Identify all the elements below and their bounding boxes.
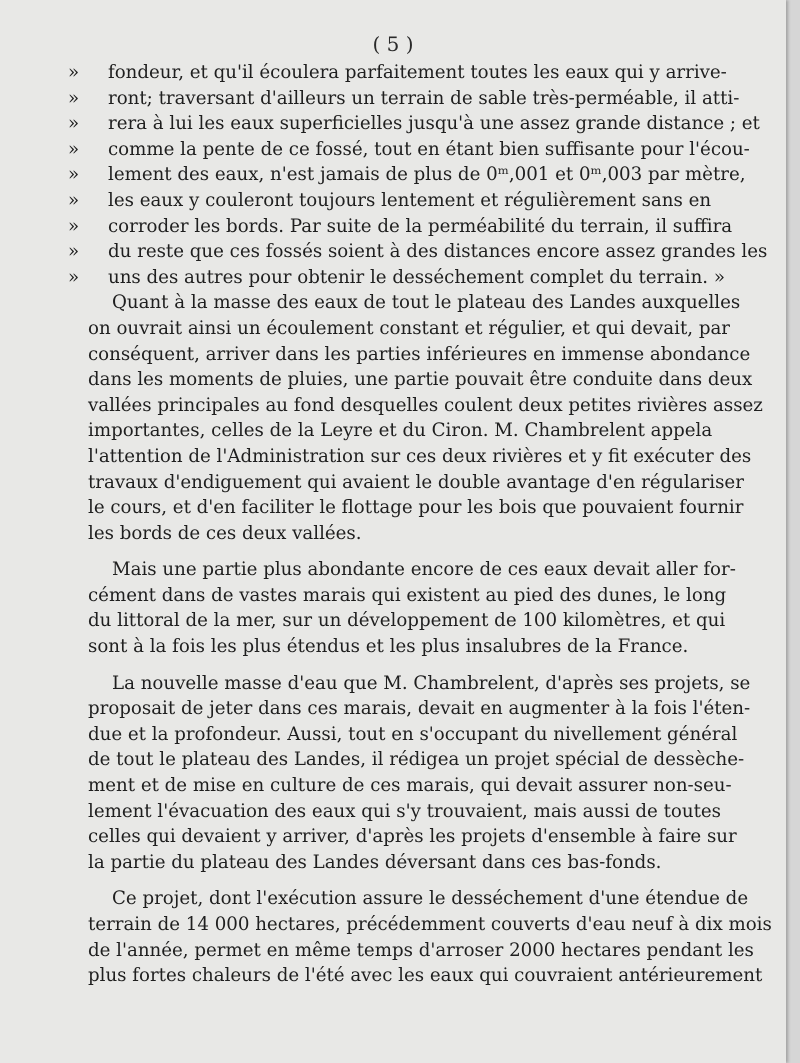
quote-line-text: ront; traversant d'ailleurs un terrain de sable très-perméable, il atti- bbox=[108, 87, 740, 109]
text-line: importantes, celles de la Leyre et du Ciron. M. Chambrelent appela bbox=[88, 420, 713, 442]
text-line: de tout le plateau des Landes, il rédigea un projet spécial de dessèche- bbox=[88, 749, 745, 771]
quote-line-text: lement des eaux, n'est jamais de plus de 0ᵐ,001 et 0ᵐ,003 par mètre, bbox=[108, 164, 746, 186]
quote-line bbox=[68, 162, 746, 188]
text-line: terrain de 14 000 hectares, précédemment couverts d'eau neuf à dix mois bbox=[88, 914, 772, 935]
text-line: due et la profondeur. Aussi, tout en s'occupant du nivellement général bbox=[88, 723, 738, 745]
paragraph-gap bbox=[88, 546, 690, 557]
text-line: les bords de ces deux vallées. bbox=[88, 522, 362, 544]
text-line: l'attention de l'Administration sur ces deux rivières et y fit exécuter des bbox=[88, 445, 752, 467]
text-line: plus fortes chaleurs de l'été avec les eaux qui couvraient antérieurement bbox=[88, 965, 763, 987]
text-line: vallées principales au fond desquelles coulent deux petites rivières assez bbox=[88, 394, 763, 416]
quote-mark: » bbox=[68, 87, 80, 109]
text-line: Quant à la masse des eaux de tout le plateau des Landes auxquelles bbox=[112, 292, 741, 314]
quoted-passage bbox=[68, 60, 768, 290]
quote-line bbox=[68, 265, 725, 291]
quote-mark: » bbox=[68, 189, 80, 211]
paragraph bbox=[88, 290, 763, 546]
text-line: la partie du plateau des Landes déversant dans ces bas-fonds. bbox=[88, 851, 662, 873]
quote-line-text: comme la pente de ce fossé, tout en étant bien suffisante pour l'écou- bbox=[108, 138, 750, 160]
quote-line-text: uns des autres pour obtenir le desséchement complet du terrain. » bbox=[108, 266, 725, 288]
text-line: Mais une partie plus abondante encore de ces eaux devait aller for- bbox=[112, 559, 736, 581]
paragraphs bbox=[88, 290, 772, 988]
text-line: on ouvrait ainsi un écoulement constant et régulier, et qui devait, par bbox=[88, 317, 731, 339]
quote-mark: » bbox=[68, 241, 80, 263]
quote-mark: » bbox=[68, 62, 80, 83]
paragraph-gap bbox=[88, 875, 690, 886]
paragraph-gap bbox=[88, 660, 690, 671]
text-line: sont à la fois les plus étendus et les plus insalubres de la France. bbox=[88, 636, 689, 658]
quote-line-text: fondeur, et qu'il écoulera parfaitement toutes les eaux qui y arrive- bbox=[108, 62, 727, 83]
text-line: Ce projet, dont l'exécution assure le desséchement d'une étendue de bbox=[112, 888, 749, 910]
text-line: dans les moments de pluies, une partie pouvait être conduite dans deux bbox=[88, 369, 753, 391]
quote-line bbox=[68, 111, 760, 137]
quote-mark: » bbox=[68, 266, 80, 288]
text-line: La nouvelle masse d'eau que M. Chambrelent, d'après ses projets, se bbox=[112, 672, 751, 694]
page-number: ( 5 ) bbox=[372, 32, 414, 56]
text-line: le cours, et d'en faciliter le flottage pour les bois que pouvaient fournir bbox=[88, 497, 744, 519]
quote-line bbox=[68, 214, 733, 240]
quote-line bbox=[68, 86, 740, 112]
quote-mark: » bbox=[68, 138, 80, 160]
quote-line-text: les eaux y couleront toujours lentement et régulièrement sans en bbox=[108, 189, 712, 211]
quote-line bbox=[68, 60, 727, 86]
text-line: travaux d'endiguement qui avaient le double avantage d'en régulariser bbox=[88, 471, 744, 493]
quote-line bbox=[68, 137, 750, 163]
text-line: ment et de mise en culture de ces marais, qui devait assurer non-seu- bbox=[88, 775, 732, 797]
text-line: proposait de jeter dans ces marais, devait en augmenter à la fois l'éten- bbox=[88, 698, 751, 720]
text-line: conséquent, arriver dans les parties inférieures en immense abondance bbox=[88, 343, 751, 365]
body-text bbox=[68, 60, 772, 989]
quote-line-text: du reste que ces fossés soient à des distances encore assez grandes les bbox=[108, 241, 768, 263]
text-line: du littoral de la mer, sur un développement de 100 kilomètres, et qui bbox=[88, 610, 726, 632]
text-line: cément dans de vastes marais qui existent au pied des dunes, le long bbox=[88, 584, 727, 606]
quote-mark: » bbox=[68, 164, 80, 186]
quote-line bbox=[68, 239, 768, 265]
quote-mark: » bbox=[68, 113, 80, 135]
quote-mark: » bbox=[68, 215, 80, 237]
paragraph bbox=[88, 886, 772, 988]
quote-line bbox=[68, 188, 712, 214]
text-line: de l'année, permet en même temps d'arroser 2000 hectares pendant les bbox=[88, 939, 754, 961]
paragraph bbox=[88, 671, 751, 876]
quote-line-text: corroder les bords. Par suite de la perméabilité du terrain, il suffira bbox=[108, 215, 733, 237]
text-line: celles qui devaient y arriver, d'après les projets d'ensemble à faire sur bbox=[88, 826, 737, 848]
text-line: lement l'évacuation des eaux qui s'y trouvaient, mais aussi de toutes bbox=[88, 800, 721, 822]
paragraph bbox=[88, 557, 736, 659]
quote-line-text: rera à lui les eaux superficielles jusqu'à une assez grande distance ; et bbox=[108, 113, 760, 135]
